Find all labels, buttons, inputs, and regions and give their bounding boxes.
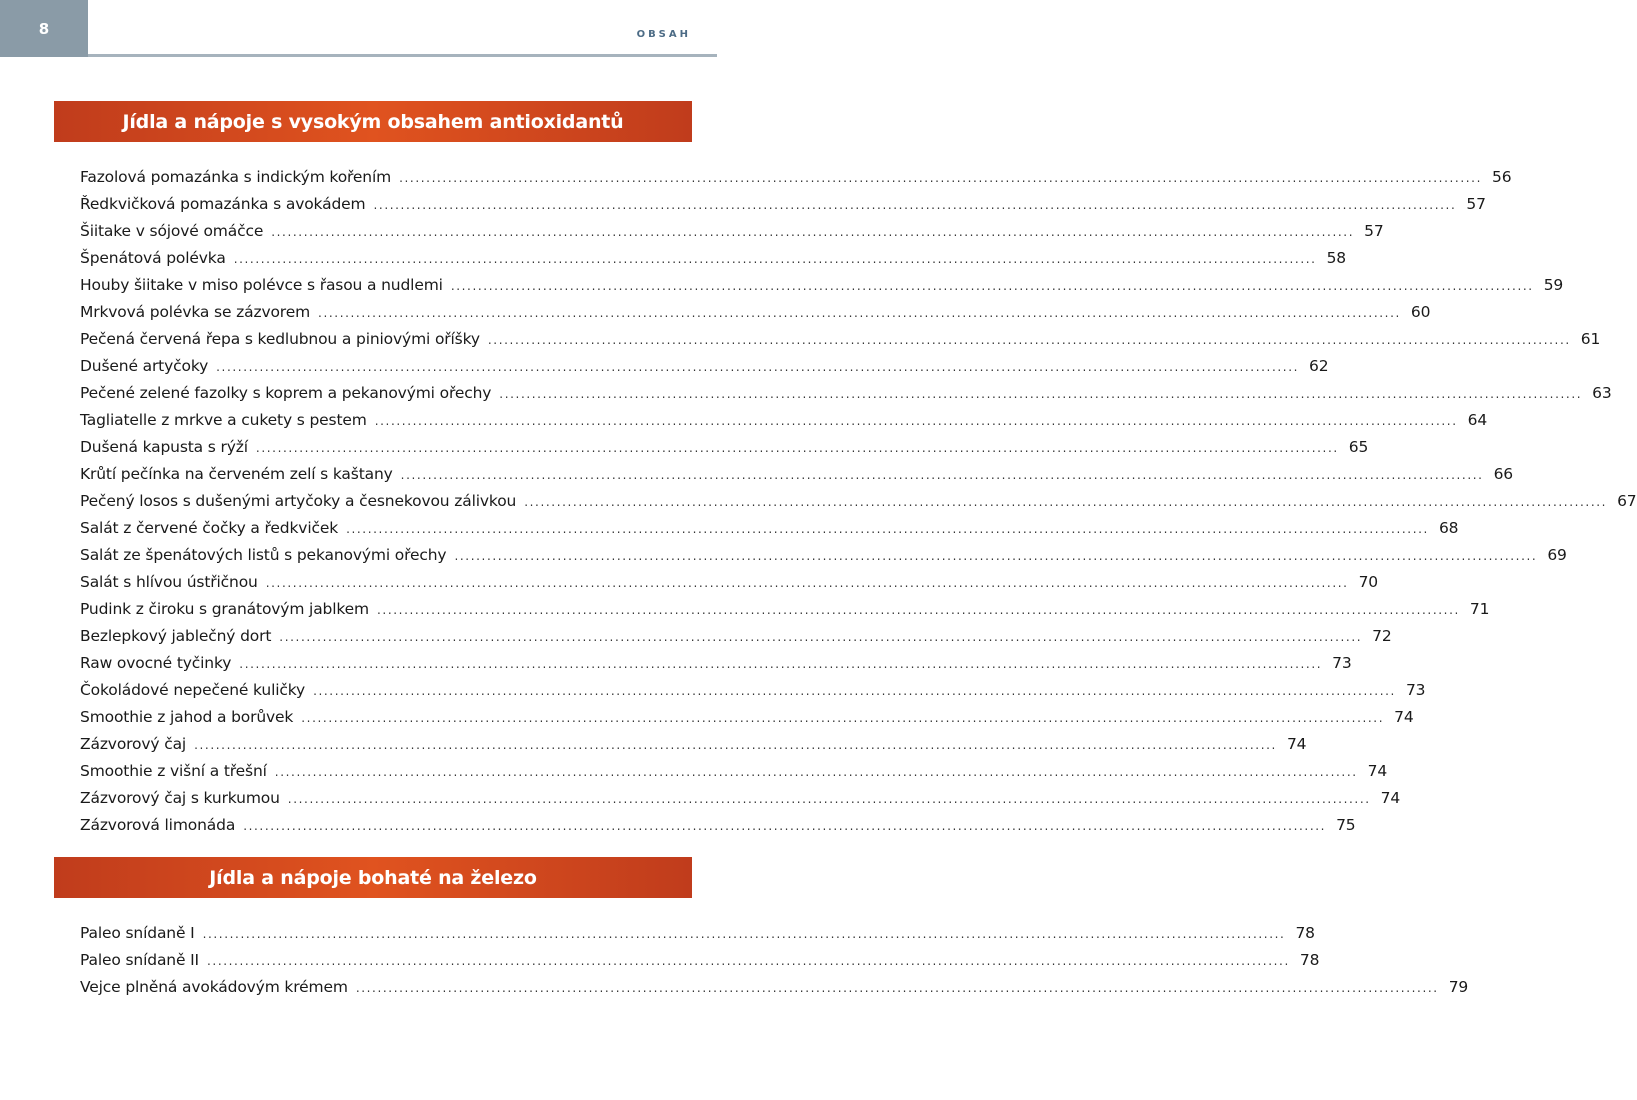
toc-entry-title: Paleo snídaně II bbox=[80, 951, 199, 969]
dot-leader: ........................................................................................................................................................................................................ bbox=[487, 333, 1571, 347]
toc-entry-title: Bezlepkový jablečný dort bbox=[80, 627, 272, 645]
dot-leader: ........................................................................................................................................................................................................ bbox=[255, 441, 1339, 455]
toc-entry-title: Zázvorový čaj s kurkumou bbox=[80, 789, 280, 807]
section-label: OBSAH bbox=[636, 29, 691, 40]
toc-entry-page: 74 bbox=[1286, 735, 1307, 753]
toc-entry[interactable] bbox=[80, 812, 1356, 839]
dot-leader: ........................................................................................................................................................................................................ bbox=[400, 468, 1484, 482]
dot-leader: ........................................................................................................................................................................................................ bbox=[301, 711, 1385, 725]
toc-list-iron bbox=[80, 920, 1469, 1001]
dot-leader: ........................................................................................................................................................................................................ bbox=[233, 252, 1317, 266]
toc-entry[interactable] bbox=[80, 272, 1564, 299]
toc-entry-page: 74 bbox=[1380, 789, 1401, 807]
toc-entry-page: 71 bbox=[1469, 600, 1490, 618]
toc-entry[interactable] bbox=[80, 461, 1513, 488]
toc-entry-title: Pečená červená řepa s kedlubnou a piniovými oříšky bbox=[80, 330, 480, 348]
dot-leader: ........................................................................................................................................................................................................ bbox=[287, 792, 1371, 806]
toc-entry-page: 70 bbox=[1358, 573, 1379, 591]
dot-leader: ........................................................................................................................................................................................................ bbox=[239, 657, 1323, 671]
toc-entry[interactable] bbox=[80, 677, 1426, 704]
toc-entry-page: 64 bbox=[1467, 411, 1488, 429]
toc-entry-title: Dušená kapusta s rýží bbox=[80, 438, 248, 456]
toc-entry[interactable] bbox=[80, 380, 1612, 407]
toc-entry-title: Čokoládové nepečené kuličky bbox=[80, 681, 306, 699]
toc-entry-page: 78 bbox=[1295, 924, 1315, 942]
toc-entry[interactable] bbox=[80, 920, 1315, 947]
toc-entry-page: 65 bbox=[1348, 438, 1369, 456]
toc-entry[interactable] bbox=[80, 704, 1414, 731]
toc-entry-page: 78 bbox=[1299, 951, 1320, 969]
dot-leader: ........................................................................................................................................................................................................ bbox=[202, 927, 1286, 941]
toc-entry[interactable] bbox=[80, 164, 1512, 191]
toc-entry[interactable] bbox=[80, 326, 1601, 353]
dot-leader: ........................................................................................................................................................................................................ bbox=[399, 171, 1482, 185]
toc-entry-page: 59 bbox=[1543, 276, 1564, 294]
dot-leader: ........................................................................................................................................................................................................ bbox=[454, 549, 1538, 563]
toc-entry-page: 74 bbox=[1394, 708, 1414, 726]
toc-entry-title: Krůtí pečínka na červeném zelí s kaštany bbox=[80, 465, 393, 483]
toc-entry-title: Fazolová pomazánka s indickým kořením bbox=[80, 168, 392, 186]
toc-entry-title: Zázvorový čaj bbox=[80, 735, 187, 753]
toc-entry[interactable] bbox=[80, 515, 1459, 542]
toc-entry[interactable] bbox=[80, 218, 1384, 245]
toc-entry[interactable] bbox=[80, 353, 1329, 380]
dot-leader: ........................................................................................................................................................................................................ bbox=[279, 630, 1363, 644]
toc-entry-title: Smoothie z jahod a borůvek bbox=[80, 708, 294, 726]
dot-leader: ........................................................................................................................................................................................................ bbox=[206, 954, 1290, 968]
toc-entry-page: 60 bbox=[1410, 303, 1431, 321]
toc-entry-title: Ředkvičková pomazánka s avokádem bbox=[80, 195, 366, 213]
toc-entry-title: Salát z červené čočky a ředkviček bbox=[80, 519, 339, 537]
toc-entry-page: 75 bbox=[1336, 816, 1356, 834]
toc-entry[interactable] bbox=[80, 299, 1431, 326]
toc-entry-page: 57 bbox=[1364, 222, 1384, 240]
toc-entry-title: Salát s hlívou ústřičnou bbox=[80, 573, 258, 591]
toc-entry[interactable] bbox=[80, 542, 1567, 569]
dot-leader: ........................................................................................................................................................................................................ bbox=[265, 576, 1349, 590]
toc-entry-title: Paleo snídaně I bbox=[80, 924, 195, 942]
toc-entry-page: 79 bbox=[1448, 978, 1469, 996]
dot-leader: ........................................................................................................................................................................................................ bbox=[355, 981, 1439, 995]
dot-leader: ........................................................................................................................................................................................................ bbox=[318, 306, 1401, 320]
toc-entry[interactable] bbox=[80, 488, 1637, 515]
toc-entry-title: Pudink z čiroku s granátovým jablkem bbox=[80, 600, 370, 618]
dot-leader: ........................................................................................................................................................................................................ bbox=[374, 414, 1458, 428]
header-rule bbox=[88, 54, 717, 57]
toc-entry[interactable] bbox=[80, 596, 1490, 623]
toc-entry-page: 68 bbox=[1438, 519, 1459, 537]
toc-entry-title: Pečený losos s dušenými artyčoky a česnekovou zálivkou bbox=[80, 492, 517, 510]
toc-entry-page: 67 bbox=[1617, 492, 1637, 510]
toc-entry[interactable] bbox=[80, 785, 1401, 812]
page-number: 8 bbox=[0, 0, 88, 57]
toc-entry[interactable] bbox=[80, 434, 1369, 461]
toc-entry-title: Mrkvová polévka se zázvorem bbox=[80, 303, 311, 321]
dot-leader: ........................................................................................................................................................................................................ bbox=[216, 360, 1300, 374]
toc-entry-page: 63 bbox=[1592, 384, 1612, 402]
toc-entry-title: Salát ze špenátových listů s pekanovými ořechy bbox=[80, 546, 447, 564]
toc-entry-page: 72 bbox=[1372, 627, 1392, 645]
toc-entry[interactable] bbox=[80, 569, 1379, 596]
toc-entry[interactable] bbox=[80, 731, 1307, 758]
toc-entry-page: 73 bbox=[1332, 654, 1352, 672]
dot-leader: ........................................................................................................................................................................................................ bbox=[274, 765, 1358, 779]
toc-entry-title: Raw ovocné tyčinky bbox=[80, 654, 232, 672]
section-banner-antioxidants: Jídla a nápoje s vysokým obsahem antioxidantů bbox=[54, 101, 692, 142]
toc-entry-title: Vejce plněná avokádovým krémem bbox=[80, 978, 348, 996]
toc-entry[interactable] bbox=[80, 407, 1488, 434]
dot-leader: ........................................................................................................................................................................................................ bbox=[346, 522, 1429, 536]
dot-leader: ........................................................................................................................................................................................................ bbox=[194, 738, 1277, 752]
dot-leader: ........................................................................................................................................................................................................ bbox=[524, 495, 1608, 509]
dot-leader: ........................................................................................................................................................................................................ bbox=[271, 225, 1355, 239]
toc-entry[interactable] bbox=[80, 623, 1392, 650]
dot-leader: ........................................................................................................................................................................................................ bbox=[243, 819, 1327, 833]
toc-entry-page: 57 bbox=[1466, 195, 1486, 213]
toc-entry-page: 73 bbox=[1405, 681, 1426, 699]
dot-leader: ........................................................................................................................................................................................................ bbox=[377, 603, 1460, 617]
toc-entry-page: 58 bbox=[1326, 249, 1347, 267]
toc-entry[interactable] bbox=[80, 191, 1486, 218]
toc-entry[interactable] bbox=[80, 947, 1320, 974]
dot-leader: ........................................................................................................................................................................................................ bbox=[373, 198, 1457, 212]
toc-entry[interactable] bbox=[80, 758, 1388, 785]
toc-entry-page: 69 bbox=[1547, 546, 1567, 564]
toc-entry-title: Houby šiitake v miso polévce s řasou a nudlemi bbox=[80, 276, 443, 294]
toc-entry-page: 56 bbox=[1491, 168, 1512, 186]
toc-entry-title: Smoothie z višní a třešní bbox=[80, 762, 267, 780]
toc-entry[interactable] bbox=[80, 974, 1469, 1001]
toc-entry-title: Šiitake v sójové omáčce bbox=[80, 222, 264, 240]
section-banner-iron: Jídla a nápoje bohaté na železo bbox=[54, 857, 692, 898]
toc-entry-page: 61 bbox=[1580, 330, 1601, 348]
toc-entry-title: Zázvorová limonáda bbox=[80, 816, 236, 834]
toc-list-antioxidants bbox=[80, 164, 1637, 839]
dot-leader: ........................................................................................................................................................................................................ bbox=[313, 684, 1396, 698]
dot-leader: ........................................................................................................................................................................................................ bbox=[450, 279, 1534, 293]
toc-entry-title: Tagliatelle z mrkve a cukety s pestem bbox=[80, 411, 367, 429]
toc-entry-page: 62 bbox=[1309, 357, 1329, 375]
toc-entry-title: Špenátová polévka bbox=[80, 249, 226, 267]
toc-entry[interactable] bbox=[80, 650, 1352, 677]
toc-entry-title: Dušené artyčoky bbox=[80, 357, 209, 375]
toc-entry-page: 74 bbox=[1367, 762, 1388, 780]
toc-entry-title: Pečené zelené fazolky s koprem a pekanovými ořechy bbox=[80, 384, 492, 402]
toc-entry-page: 66 bbox=[1493, 465, 1513, 483]
dot-leader: ........................................................................................................................................................................................................ bbox=[499, 387, 1583, 401]
toc-entry[interactable] bbox=[80, 245, 1347, 272]
